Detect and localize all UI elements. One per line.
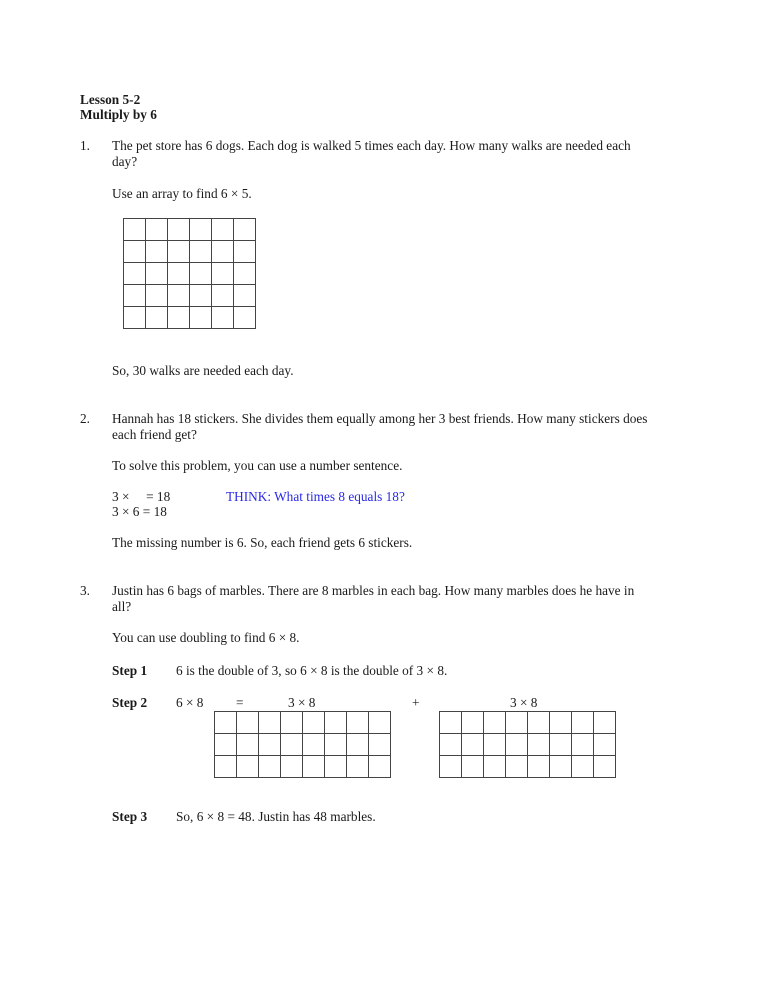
problem-answer: So, 30 walks are needed each day. <box>112 363 294 378</box>
array-cell <box>594 734 616 756</box>
left-array-label: 3 × 8 <box>288 695 316 710</box>
array-cell <box>550 734 572 756</box>
array-cell <box>440 756 462 778</box>
problem-instruction: To solve this problem, you can use a number sentence. <box>112 458 403 473</box>
array-cell <box>506 734 528 756</box>
array-cell <box>528 734 550 756</box>
array-cell <box>212 263 234 285</box>
array-row <box>215 756 391 778</box>
equation-solved: 3 × 6 = 18 <box>112 504 167 519</box>
array-row <box>440 712 616 734</box>
array-cell <box>215 756 237 778</box>
array-cell <box>146 263 168 285</box>
array-cell <box>168 285 190 307</box>
array-cell <box>215 712 237 734</box>
step-2-label: Step 2 <box>112 695 148 710</box>
array-cell <box>347 734 369 756</box>
array-cell <box>347 712 369 734</box>
problem-number: 3. <box>80 583 90 598</box>
array-cell <box>572 712 594 734</box>
problem-text: The pet store has 6 dogs. Each dog is walked 5 times each day. How many walks are needed each <box>112 138 631 153</box>
array-cell <box>190 263 212 285</box>
array-cell <box>212 219 234 241</box>
problem-text: Justin has 6 bags of marbles. There are 8 marbles in each bag. How many marbles does he have in <box>112 583 635 598</box>
array-3x8-right <box>439 711 616 778</box>
array-row <box>215 734 391 756</box>
array-cell <box>237 734 259 756</box>
array-cell <box>484 712 506 734</box>
array-cell <box>440 712 462 734</box>
array-cell <box>215 734 237 756</box>
array-cell <box>281 734 303 756</box>
array-cell <box>550 756 572 778</box>
array-cell <box>234 263 256 285</box>
array-cell <box>124 263 146 285</box>
array-cell <box>237 712 259 734</box>
lesson-number: Lesson 5-2 <box>80 92 141 107</box>
problem-answer: The missing number is 6. So, each friend gets 6 stickers. <box>112 535 413 550</box>
array-cell <box>484 756 506 778</box>
array-cell <box>303 756 325 778</box>
array-cell <box>594 712 616 734</box>
array-cell <box>146 241 168 263</box>
step-3-label: Step 3 <box>112 809 148 824</box>
array-cell <box>325 756 347 778</box>
array-cell <box>259 712 281 734</box>
problem-text: Hannah has 18 stickers. She divides them equally among her 3 best friends. How many stickers does <box>112 411 648 426</box>
array-cell <box>259 734 281 756</box>
problem-number: 2. <box>80 411 90 426</box>
array-cell <box>259 756 281 778</box>
array-cell <box>369 712 391 734</box>
problem-text-cont: each friend get? <box>112 427 197 442</box>
right-array-label: 3 × 8 <box>510 695 538 710</box>
array-cell <box>146 285 168 307</box>
step-3-text: So, 6 × 8 = 48. Justin has 48 marbles. <box>176 809 376 824</box>
array-cell <box>572 756 594 778</box>
array-row <box>124 285 256 307</box>
array-cell <box>462 734 484 756</box>
think-hint: THINK: What times 8 equals 18? <box>226 489 405 504</box>
step-2-expr: 6 × 8 <box>176 695 204 710</box>
lesson-title: Multiply by 6 <box>80 107 157 122</box>
array-row <box>124 241 256 263</box>
array-cell <box>212 307 234 329</box>
array-cell <box>124 241 146 263</box>
array-cell <box>462 712 484 734</box>
array-cell <box>462 756 484 778</box>
problem-text-cont: day? <box>112 154 138 169</box>
equals-sign: = <box>236 695 244 710</box>
array-row <box>440 756 616 778</box>
array-cell <box>237 756 259 778</box>
array-cell <box>190 219 212 241</box>
array-cell <box>369 734 391 756</box>
array-cell <box>572 734 594 756</box>
array-cell <box>347 756 369 778</box>
array-cell <box>212 241 234 263</box>
array-cell <box>528 712 550 734</box>
array-cell <box>168 241 190 263</box>
array-6x5 <box>123 218 256 329</box>
array-cell <box>234 307 256 329</box>
array-cell <box>234 285 256 307</box>
array-cell <box>234 219 256 241</box>
array-cell <box>303 734 325 756</box>
array-cell <box>124 307 146 329</box>
array-row <box>124 307 256 329</box>
array-cell <box>190 241 212 263</box>
problem-instruction: Use an array to find 6 × 5. <box>112 186 252 201</box>
array-cell <box>325 734 347 756</box>
array-cell <box>550 712 572 734</box>
problem-instruction: You can use doubling to find 6 × 8. <box>112 630 300 645</box>
array-cell <box>234 241 256 263</box>
array-cell <box>303 712 325 734</box>
plus-sign: + <box>412 695 420 710</box>
array-row <box>124 263 256 285</box>
step-1-label: Step 1 <box>112 663 148 678</box>
array-cell <box>528 756 550 778</box>
array-cell <box>281 712 303 734</box>
array-cell <box>281 756 303 778</box>
array-cell <box>146 219 168 241</box>
array-cell <box>369 756 391 778</box>
step-1-text: 6 is the double of 3, so 6 × 8 is the double of 3 × 8. <box>176 663 448 678</box>
array-cell <box>146 307 168 329</box>
problem-text-cont: all? <box>112 599 132 614</box>
equation-missing: 3 × = 18 <box>112 489 171 504</box>
array-cell <box>168 307 190 329</box>
array-cell <box>168 219 190 241</box>
array-row <box>124 219 256 241</box>
array-cell <box>124 285 146 307</box>
array-cell <box>484 734 506 756</box>
array-cell <box>168 263 190 285</box>
array-row <box>440 734 616 756</box>
array-cell <box>190 285 212 307</box>
array-3x8-left <box>214 711 391 778</box>
problem-number: 1. <box>80 138 90 153</box>
array-cell <box>325 712 347 734</box>
array-cell <box>506 756 528 778</box>
array-cell <box>190 307 212 329</box>
array-cell <box>212 285 234 307</box>
array-cell <box>440 734 462 756</box>
array-cell <box>124 219 146 241</box>
array-cell <box>594 756 616 778</box>
array-cell <box>506 712 528 734</box>
array-row <box>215 712 391 734</box>
